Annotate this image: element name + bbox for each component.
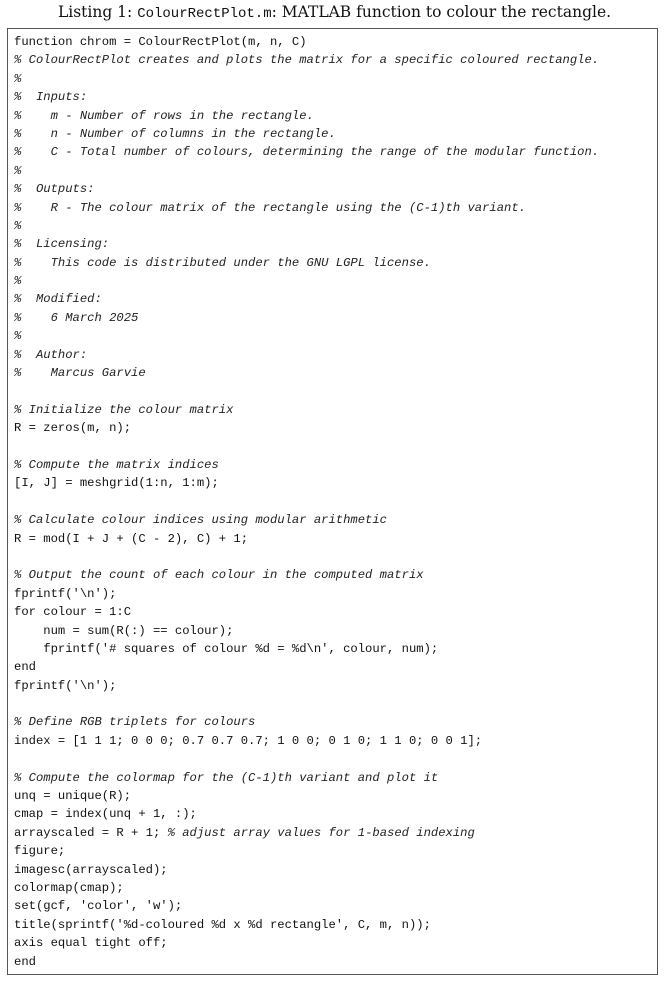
code-line — [14, 805, 599, 823]
code-line — [14, 713, 599, 731]
code-comment: % C - Total number of colours, determining the range of the modular function. — [14, 145, 600, 160]
code-comment: % Inputs: — [14, 90, 88, 105]
code-comment: % 6 March 2025 — [14, 310, 139, 325]
code-line — [14, 290, 599, 308]
code-text: end — [14, 660, 36, 675]
code-line — [14, 180, 599, 198]
code-text: function chrom = ColourRectPlot(m, n, C) — [14, 35, 307, 49]
code-line — [14, 824, 599, 842]
code-line — [14, 51, 599, 69]
code-text: fprintf('\n'); — [14, 586, 117, 601]
code-text: imagesc(arrayscaled); — [14, 862, 168, 877]
code-text: num = sum(R(:) == colour); — [14, 623, 234, 638]
code-comment: % — [14, 71, 22, 86]
code-line — [14, 750, 599, 768]
code-comment: % — [14, 218, 22, 233]
code-line — [14, 70, 599, 88]
code-line — [14, 401, 599, 419]
code-line — [14, 493, 599, 511]
code-comment: % m - Number of rows in the rectangle. — [14, 108, 314, 123]
caption-prefix: Listing 1: — [57, 3, 138, 21]
code-comment: % Licensing: — [14, 237, 110, 252]
code-line — [14, 879, 599, 897]
code-line — [14, 217, 599, 235]
code-comment: % Author: — [14, 347, 88, 362]
code-text: axis equal tight off; — [14, 936, 168, 951]
code-text: R = mod(I + J + (C - 2), C) + 1; — [14, 531, 249, 546]
code-line — [14, 419, 599, 437]
code-line — [14, 622, 599, 640]
code-comment: % — [14, 163, 22, 178]
code-comment: % n - Number of columns in the rectangle. — [14, 126, 336, 141]
code-text: [I, J] = meshgrid(1:n, 1:m); — [14, 476, 219, 491]
code-line — [14, 530, 599, 548]
code-line — [14, 916, 599, 934]
code-comment: % — [14, 329, 22, 344]
code-comment: % Initialize the colour matrix — [14, 402, 234, 417]
code-text: colormap(cmap); — [14, 880, 124, 895]
caption-filename: ColourRectPlot.m — [137, 6, 272, 22]
code-text: arrayscaled = R + 1; — [14, 825, 168, 840]
code-line — [14, 897, 599, 915]
listing-caption — [0, 3, 669, 22]
code-line — [14, 511, 599, 529]
code-comment: % Compute the colormap for the (C-1)th variant and plot it — [14, 770, 439, 785]
code-comment: % ColourRectPlot creates and plots the matrix for a specific coloured rectangle. — [14, 53, 600, 68]
code-comment: % Output the count of each colour in the computed matrix — [14, 568, 424, 583]
code-line — [14, 953, 599, 971]
code-line — [14, 382, 599, 400]
code-line — [14, 125, 599, 143]
code-line — [14, 585, 599, 603]
code-text: index = [1 1 1; 0 0 0; 0.7 0.7 0.7; 1 0 0; 0 1 0; 1 1 0; 0 0 1]; — [14, 733, 483, 748]
code-line — [14, 695, 599, 713]
code-line — [14, 732, 599, 750]
code-text: end — [14, 954, 36, 969]
code-line — [14, 934, 599, 952]
code-text: set(gcf, 'color', 'w'); — [14, 899, 183, 914]
code-text: unq = unique(R); — [14, 789, 132, 804]
code-line — [14, 640, 599, 658]
code-comment: % Modified: — [14, 292, 102, 307]
code-line — [14, 346, 599, 364]
code-comment: % Outputs: — [14, 182, 95, 197]
code-comment: % Calculate colour indices using modular arithmetic — [14, 513, 387, 528]
code-line — [14, 33, 599, 51]
code-line — [14, 327, 599, 345]
code-text: figure; — [14, 844, 66, 859]
code-line — [14, 107, 599, 125]
code-comment: % Marcus Garvie — [14, 366, 146, 381]
code-line — [14, 143, 599, 161]
code-line — [14, 548, 599, 566]
code-line — [14, 842, 599, 860]
code-line — [14, 456, 599, 474]
code-text: fprintf('\n'); — [14, 678, 117, 693]
code-text: cmap = index(unq + 1, :); — [14, 807, 197, 822]
code-comment: % This code is distributed under the GNU LGPL license. — [14, 255, 431, 270]
code-line — [14, 474, 599, 492]
code-line — [14, 566, 599, 584]
code-line — [14, 769, 599, 787]
code-comment: % adjust array values for 1-based indexing — [167, 825, 475, 840]
code-text: fprintf('# squares of colour %d = %d\n', colour, num); — [14, 641, 439, 656]
code-line — [14, 787, 599, 805]
code-line — [14, 861, 599, 879]
code-line — [14, 677, 599, 695]
code-line — [14, 364, 599, 382]
code-comment: % Compute the matrix indices — [14, 457, 219, 472]
code-line — [14, 438, 599, 456]
code-text: R = zeros(m, n); — [14, 421, 132, 436]
code-line — [14, 88, 599, 106]
code-text: for colour = 1:C — [14, 605, 132, 620]
code-comment: % Define RGB triplets for colours — [14, 715, 256, 730]
code-line — [14, 658, 599, 676]
code-line — [14, 603, 599, 621]
code-block — [14, 33, 599, 971]
code-listing-box — [7, 28, 658, 975]
code-comment: % R - The colour matrix of the rectangle using the (C-1)th variant. — [14, 200, 526, 215]
code-line — [14, 309, 599, 327]
code-line — [14, 235, 599, 253]
code-line — [14, 199, 599, 217]
code-text: title(sprintf('%d-coloured %d x %d rectangle', C, m, n)); — [14, 917, 431, 932]
code-line — [14, 162, 599, 180]
code-line — [14, 254, 599, 272]
code-comment: % — [14, 274, 22, 289]
caption-suffix: : MATLAB function to colour the rectangle. — [271, 3, 612, 21]
code-line — [14, 272, 599, 290]
